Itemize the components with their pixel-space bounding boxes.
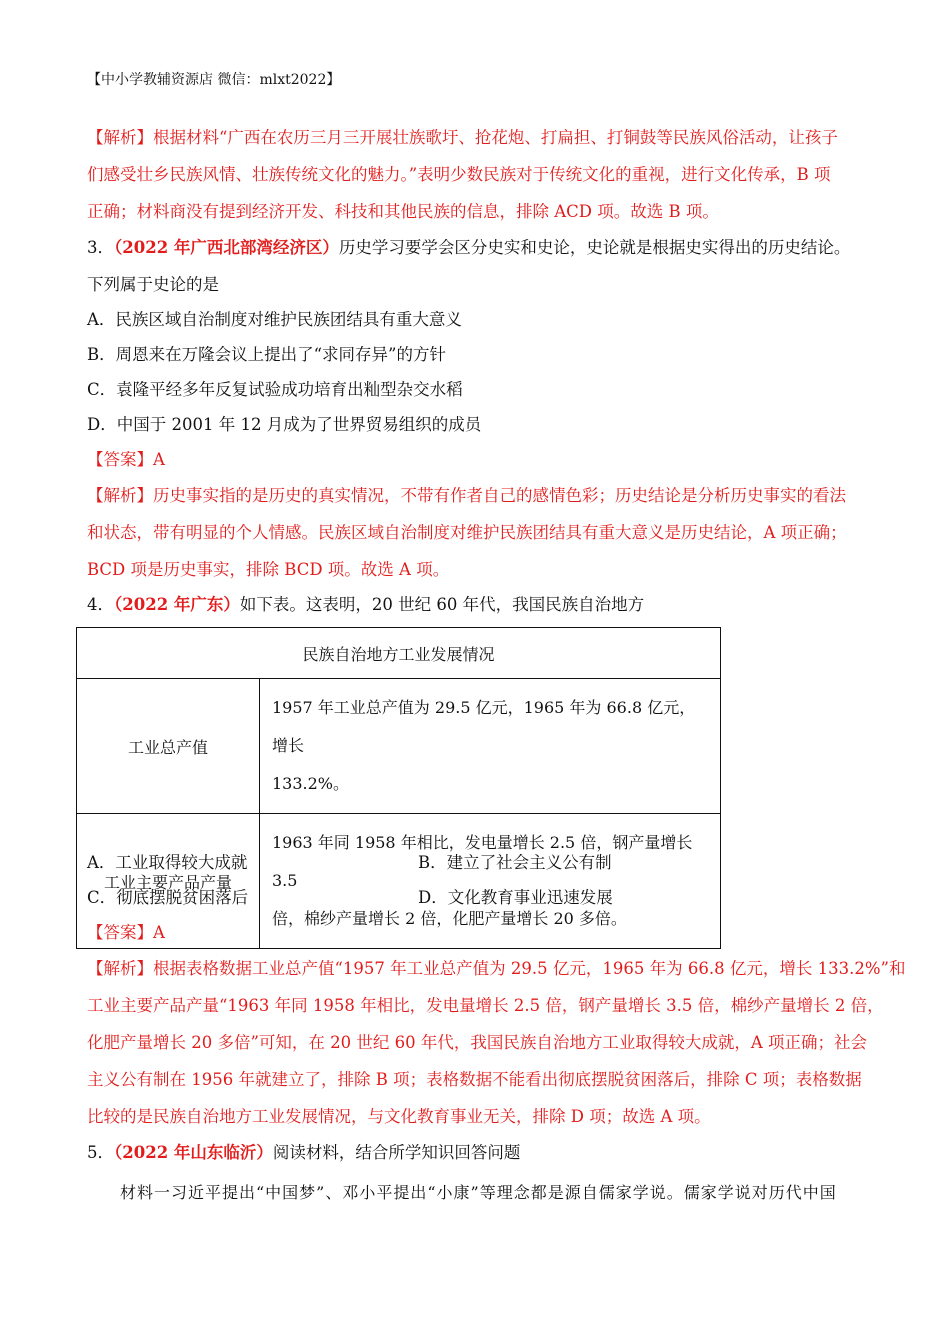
option-b: B．建立了社会主义公有制 bbox=[418, 853, 612, 872]
option-d: D．中国于 2001 年 12 月成为了世界贸易组织的成员 bbox=[87, 415, 482, 434]
q4-analysis-line: 化肥产量增长 20 多倍”可知，在 20 世纪 60 年代，我国民族自治地方工业取得较大成就，A 项正确；社会 bbox=[87, 1033, 868, 1052]
question-text: 如下表。这表明，20 世纪 60 年代，我国民族自治地方 bbox=[239, 595, 645, 614]
q2-analysis-line: 们感受壮乡民族风情、壮族传统文化的魅力。”表明少数民族对于传统文化的重视，进行文化传承，B 项 bbox=[87, 165, 831, 184]
option-c: C．袁隆平经多年反复试验成功培育出籼型杂交水稻 bbox=[87, 380, 463, 399]
question-source: （2022 年广西北部湾经济区） bbox=[114, 238, 339, 257]
table-row bbox=[77, 814, 721, 949]
question-number: 3． bbox=[87, 238, 114, 257]
table-value-line: 1957 年工业总产值为 29.5 亿元，1965 年为 66.8 亿元，增长 bbox=[272, 698, 696, 755]
material-text: 材料一习近平提出“中国梦”、邓小平提出“小康”等理念都是源自儒家学说。儒家学说对历代中国 bbox=[120, 1183, 837, 1202]
q3-analysis-line: 和状态，带有明显的个人情感。民族区域自治制度对维护民族团结具有重大意义是历史结论，A 项正确； bbox=[87, 523, 847, 542]
table-row-value bbox=[260, 814, 721, 949]
question-5-stem bbox=[87, 1143, 520, 1163]
q4-analysis-line: 工业主要产品产量“1963 年同 1958 年相比，发电量增长 2.5 倍，钢产量增长 3.5 倍，棉纱产量增长 2 倍， bbox=[87, 996, 884, 1015]
table-row bbox=[77, 679, 721, 814]
q4-analysis-line: 主义公有制在 1956 年就建立了，排除 B 项；表格数据不能看出彻底摆脱贫困落后，排除 C 项；表格数据 bbox=[87, 1070, 862, 1089]
page-header: 【中小学教辅资源店 微信：mlxt2022】 bbox=[87, 72, 341, 88]
table-value-line: 1963 年同 1958 年相比，发电量增长 2.5 倍，钢产量增长 3.5 bbox=[272, 833, 693, 890]
question-number: 5． bbox=[87, 1143, 114, 1162]
answer-label: 【答案】A bbox=[87, 923, 165, 942]
answer-label: 【答案】A bbox=[87, 450, 165, 469]
question-3-stem bbox=[87, 238, 850, 258]
option-b: B．周恩来在万隆会议上提出了“求同存异”的方针 bbox=[87, 345, 446, 364]
question-3-stem-cont: 下列属于史论的是 bbox=[87, 275, 219, 294]
option-d: D．文化教育事业迅速发展 bbox=[418, 888, 613, 907]
option-a: A．民族区域自治制度对维护民族团结具有重大意义 bbox=[87, 310, 462, 329]
question-4-stem bbox=[87, 595, 644, 615]
table-title: 民族自治地方工业发展情况 bbox=[77, 628, 721, 679]
table-row-label: 工业主要产品产量 bbox=[77, 814, 260, 949]
option-a: A．工业取得较大成就 bbox=[87, 853, 248, 872]
q3-analysis-line: BCD 项是历史事实，排除 BCD 项。故选 A 项。 bbox=[87, 560, 450, 579]
question-text: 阅读材料，结合所学知识回答问题 bbox=[272, 1143, 521, 1162]
q3-analysis-line: 【解析】历史事实指的是历史的真实情况，不带有作者自己的感情色彩；历史结论是分析历史事实的看法 bbox=[87, 486, 846, 505]
q2-analysis-line: 【解析】根据材料“广西在农历三月三开展壮族歌圩、抢花炮、打扁担、打铜鼓等民族风俗活动，让孩子 bbox=[87, 128, 838, 147]
q4-analysis-line: 【解析】根据表格数据工业总产值“1957 年工业总产值为 29.5 亿元，1965 年为 66.8 亿元，增长 133.2%”和 bbox=[87, 959, 906, 978]
option-c: C．彻底摆脱贫困落后 bbox=[87, 888, 249, 907]
table-value-line: 133.2%。 bbox=[272, 774, 350, 793]
question-source: （2022 年广东） bbox=[114, 595, 240, 614]
question-source: （2022 年山东临沂） bbox=[114, 1143, 273, 1162]
table-row-value bbox=[260, 679, 721, 814]
q2-analysis-line: 正确；材料商没有提到经济开发、科技和其他民族的信息，排除 ACD 项。故选 B 项。 bbox=[87, 202, 719, 221]
question-text: 历史学习要学会区分史实和史论，史论就是根据史实得出的历史结论。 bbox=[338, 238, 851, 257]
table-row-label: 工业总产值 bbox=[77, 679, 260, 814]
q4-analysis-line: 比较的是民族自治地方工业发展情况，与文化教育事业无关，排除 D 项；故选 A 项。 bbox=[87, 1107, 711, 1126]
question-number: 4． bbox=[87, 595, 114, 614]
table-value-line: 倍，棉纱产量增长 2 倍，化肥产量增长 20 多倍。 bbox=[272, 909, 627, 928]
